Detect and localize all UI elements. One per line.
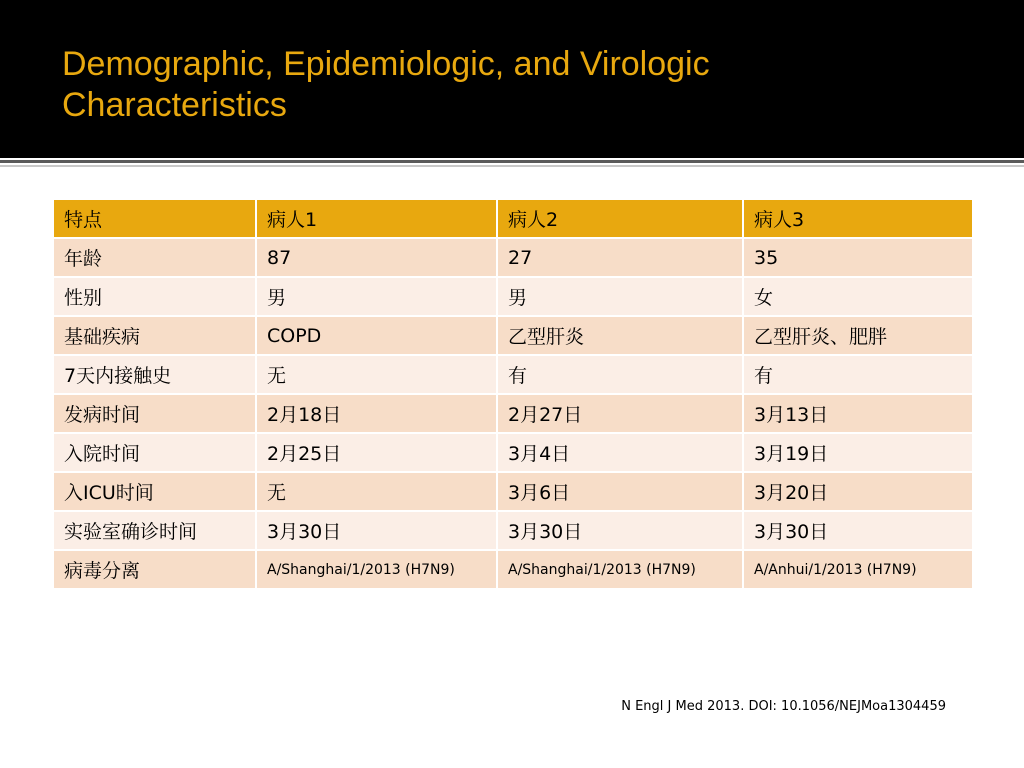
table-cell: A/Shanghai/1/2013 (H7N9) (256, 550, 497, 589)
table-cell: 无 (256, 472, 497, 511)
table-cell: 2月25日 (256, 433, 497, 472)
row-label: 入院时间 (53, 433, 256, 472)
divider-dark (0, 160, 1024, 163)
table-cell: 无 (256, 355, 497, 394)
row-label: 基础疾病 (53, 316, 256, 355)
table-cell: 2月18日 (256, 394, 497, 433)
table-cell: 女 (743, 277, 973, 316)
row-label: 年龄 (53, 238, 256, 277)
divider-light (0, 165, 1024, 167)
row-label: 7天内接触史 (53, 355, 256, 394)
table-cell: A/Shanghai/1/2013 (H7N9) (497, 550, 743, 589)
citation: N Engl J Med 2013. DOI: 10.1056/NEJMoa1304459 (621, 699, 946, 714)
header-cell: 病人1 (256, 199, 497, 238)
table-header-row (53, 199, 973, 238)
table-cell: 男 (497, 277, 743, 316)
table-cell: 3月20日 (743, 472, 973, 511)
row-label: 病毒分离 (53, 550, 256, 589)
table-cell: 87 (256, 238, 497, 277)
table-row (53, 472, 973, 511)
table-row (53, 511, 973, 550)
row-label: 性别 (53, 277, 256, 316)
table-cell: 乙型肝炎、肥胖 (743, 316, 973, 355)
table-cell: 有 (743, 355, 973, 394)
table-row (53, 550, 973, 589)
row-label: 实验室确诊时间 (53, 511, 256, 550)
header-cell: 特点 (53, 199, 256, 238)
table-cell: A/Anhui/1/2013 (H7N9) (743, 550, 973, 589)
table-row (53, 238, 973, 277)
table-row (53, 316, 973, 355)
table-cell: COPD (256, 316, 497, 355)
row-label: 入ICU时间 (53, 472, 256, 511)
header-cell: 病人3 (743, 199, 973, 238)
slide-title-line-1: Demographic, Epidemiologic, and Virologic (62, 45, 710, 83)
table-cell: 乙型肝炎 (497, 316, 743, 355)
table-cell: 3月30日 (497, 511, 743, 550)
table-cell: 3月4日 (497, 433, 743, 472)
row-label: 发病时间 (53, 394, 256, 433)
header-cell: 病人2 (497, 199, 743, 238)
table-cell: 3月13日 (743, 394, 973, 433)
table-cell: 3月30日 (743, 511, 973, 550)
table-cell: 3月30日 (256, 511, 497, 550)
table-cell: 3月19日 (743, 433, 973, 472)
patient-characteristics-table (52, 198, 974, 590)
slide-title-line-2: Characteristics (62, 86, 287, 124)
table-row (53, 394, 973, 433)
table-row (53, 355, 973, 394)
table-row (53, 433, 973, 472)
table-cell: 27 (497, 238, 743, 277)
table-cell: 有 (497, 355, 743, 394)
slide-title (62, 44, 962, 126)
table-cell: 男 (256, 277, 497, 316)
table-cell: 35 (743, 238, 973, 277)
table-cell: 3月6日 (497, 472, 743, 511)
table-row (53, 277, 973, 316)
table-cell: 2月27日 (497, 394, 743, 433)
